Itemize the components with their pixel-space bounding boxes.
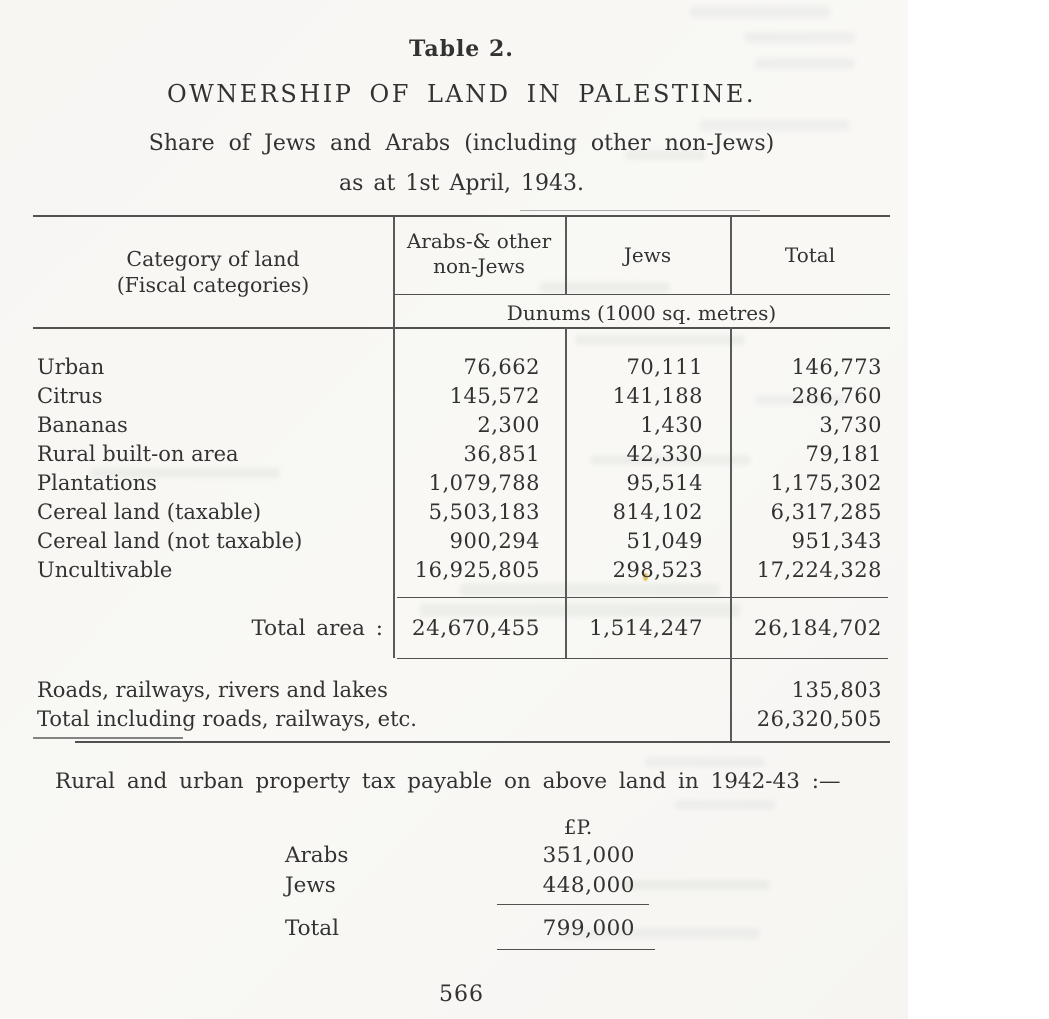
row-total-value: 79,181 [805,442,882,466]
currency-unit-label: £P. [563,815,593,839]
row-arabs-value: 145,572 [449,384,540,408]
row-total-value: 951,343 [791,529,882,553]
bleed-through-artifact [420,603,740,617]
row-jews-value: 298,523 [612,558,703,582]
table-top-rule [33,215,890,217]
row-arabs-value: 16,925,805 [414,558,540,582]
bleed-through-artifact [645,757,765,767]
grand-total-label: Total including roads, railways, etc. [37,707,417,731]
total-row-bottom-rule [397,658,888,659]
tax-total-value: 799,000 [542,916,635,941]
table-row [33,529,890,558]
tax-row-arabs [0,843,1049,871]
row-category: Rural built-on area [37,442,239,466]
row-arabs-value: 900,294 [449,529,540,553]
row-arabs-value: 76,662 [463,355,540,379]
roads-row-label: Roads, railways, rivers and lakes [37,678,388,702]
total-arabs-value: 24,670,455 [411,616,540,641]
row-arabs-value: 36,851 [463,442,540,466]
tax-row-label: Jews [285,873,336,898]
table-row [33,413,890,442]
total-area-row [33,616,890,645]
bleed-through-artifact [675,800,775,810]
row-total-value: 146,773 [791,355,882,379]
tax-row-value: 448,000 [542,873,635,898]
column-header-category [33,246,393,298]
subtitle-line-1: Share of Jews and Arabs (including other non-Jews) [148,131,775,156]
row-jews-value: 95,514 [626,471,703,495]
grand-total-row [33,707,890,736]
document-title: OWNERSHIP OF LAND IN PALESTINE. [166,80,757,108]
row-jews-value: 814,102 [612,500,703,524]
table-row [33,558,890,587]
unit-row-label: Dunums (1000 sq. metres) [506,301,777,325]
row-category: Plantations [37,471,157,495]
total-area-label: Total area : [251,616,383,641]
row-jews-value: 141,188 [612,384,703,408]
row-total-value: 6,317,285 [770,500,882,524]
page-number: 566 [439,982,484,1007]
row-jews-value: 1,430 [640,413,703,437]
roads-row-value: 135,803 [791,678,882,702]
row-category: Cereal land (taxable) [37,500,262,524]
tax-row-jews [0,873,1049,901]
tax-total-label: Total [285,916,339,941]
row-arabs-value: 2,300 [477,413,540,437]
row-category: Bananas [37,413,128,437]
row-jews-value: 70,111 [626,355,703,379]
bleed-through-artifact [575,335,745,345]
column-header-category-line1: Category of land [126,247,300,271]
row-jews-value: 42,330 [626,442,703,466]
column-header-arabs [393,229,565,279]
column-header-total: Total [784,243,836,267]
row-category: Cereal land (not taxable) [37,529,303,553]
table-bottom-rule-artifact [33,737,183,739]
row-total-value: 17,224,328 [756,558,882,582]
total-total-value: 26,184,702 [753,616,882,641]
row-category: Citrus [37,384,103,408]
tax-sum-rule [497,904,649,905]
table-row [33,355,890,384]
row-category: Uncultivable [37,558,173,582]
bleed-through-artifact [540,282,670,293]
row-arabs-value: 5,503,183 [428,500,540,524]
header-bottom-rule [33,327,890,329]
row-total-value: 3,730 [819,413,882,437]
roads-row [33,678,890,707]
tax-section-heading: Rural and urban property tax payable on above land in 1942-43 :— [55,769,841,794]
table-bottom-rule [75,741,890,743]
column-header-arabs-line2: non-Jews [433,254,525,278]
row-category: Urban [37,355,105,379]
column-header-arabs-line1: Arabs-& other [406,229,552,253]
header-sub-rule [393,294,890,295]
column-header-jews: Jews [623,243,672,267]
table-number-label: Table 2. [409,36,514,62]
row-arabs-value: 1,079,788 [428,471,540,495]
table-row [33,442,890,471]
total-row-top-rule [397,597,888,598]
tax-row-value: 351,000 [542,843,635,868]
bleed-through-artifact [690,6,830,18]
total-jews-value: 1,514,247 [589,616,703,641]
subtitle-line-2: as at 1st April, 1943. [339,171,584,196]
table-row [33,471,890,500]
column-header-category-line2: (Fiscal categories) [116,273,310,297]
tax-total-rule [497,949,655,950]
table-row [33,384,890,413]
row-total-value: 286,760 [791,384,882,408]
table-row [33,500,890,529]
row-jews-value: 51,049 [626,529,703,553]
row-total-value: 1,175,302 [770,471,882,495]
tax-row-total [0,916,1049,944]
grand-total-value: 26,320,505 [756,707,882,731]
bleed-through-artifact [700,120,850,131]
table-top-rule-artifact [520,210,760,211]
tax-row-label: Arabs [285,843,349,868]
